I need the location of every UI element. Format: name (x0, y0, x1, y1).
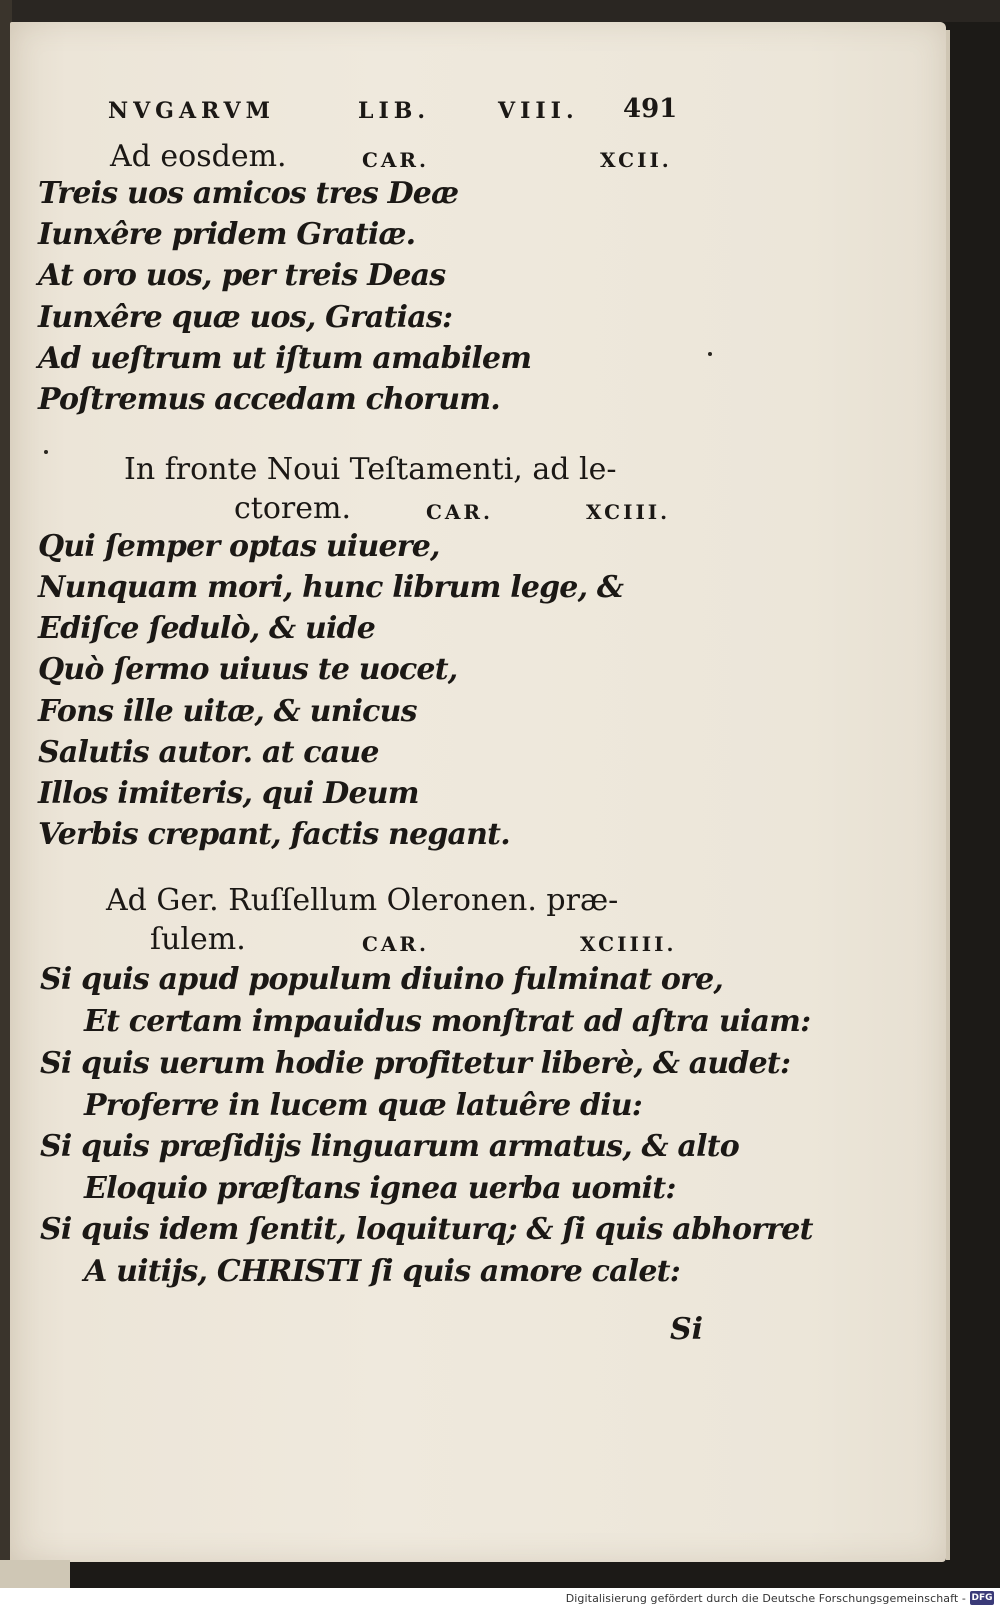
book-number: VIII. (498, 98, 579, 124)
poem-car-label: CAR. (426, 500, 494, 524)
verse-line: Si quis idem ſentit, loquiturq; & ſi quis abhorret (40, 1212, 813, 1247)
verse-line: Verbis crepant, factis negant. (38, 817, 510, 852)
poem-heading: Ad eosdem. (110, 139, 287, 174)
scan-background-top (0, 0, 1000, 22)
verse-line: Si quis uerum hodie profitetur liberè, & audet: (40, 1046, 791, 1081)
poem-number: XCIIII. (580, 932, 677, 956)
poem-heading-continuation: ctorem. (234, 491, 351, 526)
book-label: LIB. (358, 98, 431, 124)
running-header (108, 94, 678, 132)
poem-number: XCIII. (586, 500, 671, 524)
poem-heading: In fronte Noui Teſtamenti, ad le- (124, 452, 617, 487)
verse-line-indented: Eloquio præſtans ignea uerba uomit: (84, 1171, 676, 1206)
verse-line: Si quis apud populum diuino fulminat ore, (40, 962, 724, 997)
footer-credit: Digitalisierung gefördert durch die Deutsche Forschungsgemeinschaft - (565, 1592, 966, 1605)
verse-line: Ad ueſtrum ut iſtum amabilem (38, 341, 532, 376)
verse-line: At oro uos, per treis Deas (38, 258, 446, 293)
page-tab (0, 1560, 70, 1588)
verse-line: Quò ſermo uiuus te uocet, (38, 652, 458, 687)
verse-line: Treis uos amicos tres Deæ (38, 176, 459, 211)
verse-line-indented: A uitijs, CHRISTI ſi quis amore calet: (84, 1254, 680, 1289)
verse-line-indented: Proferre in lucem quæ latuêre diu: (84, 1088, 643, 1123)
dfg-logo-icon[interactable]: DFG (971, 1593, 993, 1603)
catchword: Si (670, 1312, 704, 1347)
page-edge (946, 30, 950, 1560)
poem-car-label: CAR. (362, 932, 430, 956)
verse-line: Fons ille uitæ, & unicus (38, 694, 417, 729)
verse-line-indented: Et certam impauidus monſtrat ad aſtra uiam: (84, 1004, 811, 1039)
verse-line: Iunxêre pridem Gratiæ. (38, 217, 416, 252)
poem-number: XCII. (600, 148, 672, 172)
ink-speck (44, 450, 48, 454)
folio-number: 491 (623, 94, 678, 124)
verse-line: Qui ſemper optas uiuere, (38, 529, 440, 564)
verse-line: Si quis præſidijs linguarum armatus, & alto (40, 1129, 739, 1164)
verse-line: Nunquam mori, hunc librum lege, & (38, 570, 624, 605)
verse-line: Illos imiteris, qui Deum (38, 776, 419, 811)
poem-car-label: CAR. (362, 148, 430, 172)
poem-heading-continuation: ſulem. (150, 922, 246, 957)
poem-heading: Ad Ger. Ruſſellum Oleronen. præ- (106, 883, 619, 918)
running-title: NVGARVM (108, 98, 275, 124)
ink-speck (708, 352, 712, 356)
verse-line: Ediſce ſedulò, & uide (38, 611, 376, 646)
verse-line: Salutis autor. at caue (38, 735, 379, 770)
verse-line: Poſtremus accedam chorum. (38, 382, 500, 417)
verse-line: Iunxêre quæ uos, Gratias: (38, 300, 453, 335)
